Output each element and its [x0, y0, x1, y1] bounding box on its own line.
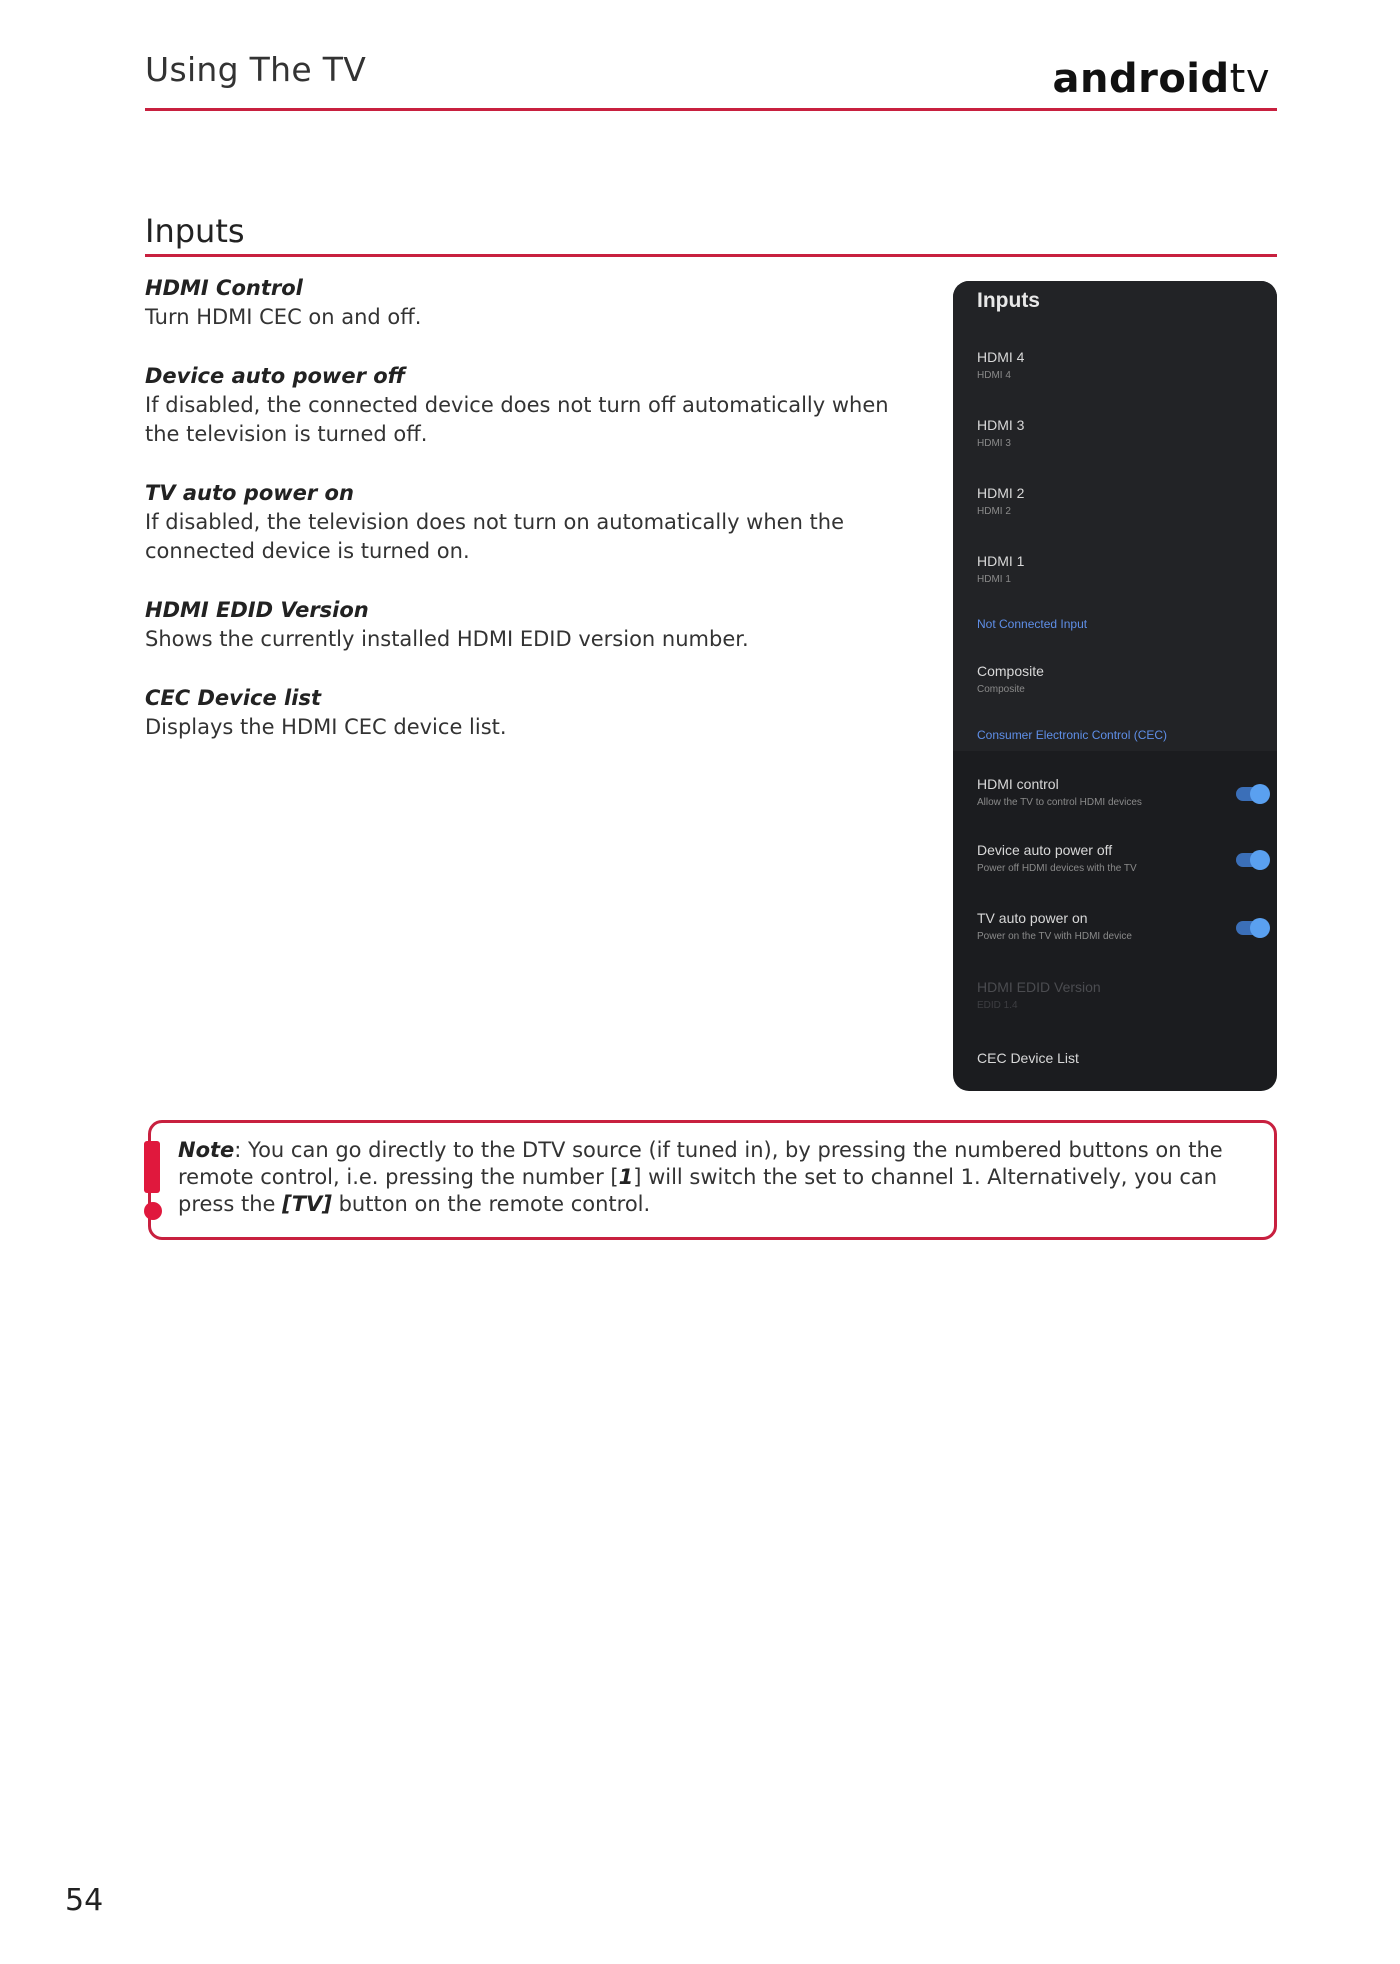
note-text — [178, 1137, 1263, 1218]
tv-cec-subtitle: Power off HDMI devices with the TV — [977, 863, 1137, 874]
tv-cec-device-auto-power-off[interactable] — [977, 841, 1137, 876]
note-text-part-3: button on the remote control. — [331, 1192, 651, 1216]
tv-input-hdmi-2[interactable] — [977, 484, 1024, 519]
exclamation-bar — [144, 1141, 160, 1193]
definition-description: If disabled, the television does not turn on automatically when the connected device is turned on. — [145, 510, 845, 563]
tv-cec-title: TV auto power on — [977, 910, 1088, 926]
tv-section-cec: Consumer Electronic Control (CEC) — [977, 728, 1168, 742]
tv-section-not-connected: Not Connected Input — [977, 617, 1088, 631]
brand-main: android — [1052, 56, 1230, 102]
definition-description: Turn HDMI CEC on and off. — [145, 305, 422, 329]
tv-edid-title: HDMI EDID Version — [977, 979, 1101, 995]
tv-inputs-screenshot — [953, 281, 1277, 1091]
definition-item — [145, 596, 925, 654]
note-label: Note — [178, 1138, 235, 1162]
definition-term: HDMI EDID Version — [145, 598, 369, 622]
definition-description: Displays the HDMI CEC device list. — [145, 715, 507, 739]
section-title: Inputs — [145, 212, 245, 250]
tv-input-subtitle: Composite — [977, 684, 1025, 695]
tv-input-title: Composite — [977, 663, 1044, 679]
android-tv-logo — [1052, 56, 1270, 102]
tv-input-hdmi-1[interactable] — [977, 552, 1024, 587]
toggle-knob — [1250, 784, 1270, 804]
definition-term: CEC Device list — [145, 686, 321, 710]
brand-suffix: tv — [1229, 56, 1270, 102]
definition-item — [145, 274, 925, 332]
tv-cec-subtitle: Power on the TV with HDMI device — [977, 931, 1132, 942]
note-text-part-2: ] will switch the set to channel 1. Alternatively, you can press the — [178, 1165, 1218, 1216]
note-key-tv: [TV] — [282, 1192, 332, 1216]
section-rule — [145, 254, 1277, 257]
note-text-part-1: : You can go directly to the DTV source (if tuned in), by pressing the numbered buttons on the remote control, i.e. pressing the number [ — [178, 1138, 1223, 1189]
tv-edid-subtitle: EDID 1.4 — [977, 1000, 1018, 1011]
device-auto-power-off-toggle[interactable] — [1236, 853, 1268, 867]
tv-input-subtitle: HDMI 2 — [977, 506, 1011, 517]
definition-item — [145, 362, 925, 449]
definition-term: TV auto power on — [145, 481, 354, 505]
definition-description: If disabled, the connected device does not turn off automatically when the television is turned off. — [145, 393, 889, 446]
tv-input-title: HDMI 2 — [977, 485, 1025, 501]
tv-input-subtitle: HDMI 3 — [977, 438, 1011, 449]
definition-term: Device auto power off — [145, 364, 406, 388]
toggle-knob — [1250, 850, 1270, 870]
definition-item — [145, 479, 925, 566]
tv-auto-power-on-toggle[interactable] — [1236, 921, 1268, 935]
tv-cec-hdmi-control[interactable] — [977, 775, 1142, 810]
definition-list — [145, 274, 925, 772]
tv-input-subtitle: HDMI 4 — [977, 370, 1011, 381]
toggle-knob — [1250, 918, 1270, 938]
tv-input-title: HDMI 4 — [977, 349, 1025, 365]
tv-input-composite[interactable] — [977, 662, 1044, 697]
tv-cec-title: Device auto power off — [977, 842, 1113, 858]
definition-term: HDMI Control — [145, 276, 303, 300]
definition-item — [145, 684, 925, 742]
tv-cec-tv-auto-power-on[interactable] — [977, 909, 1132, 944]
tv-cec-title: HDMI control — [977, 776, 1059, 792]
tv-cec-device-list-title: CEC Device List — [977, 1050, 1079, 1066]
tv-menu-title: Inputs — [977, 289, 1040, 312]
page-number: 54 — [65, 1883, 104, 1918]
page-header-title: Using The TV — [145, 50, 367, 89]
definition-description: Shows the currently installed HDMI EDID version number. — [145, 627, 749, 651]
tv-input-title: HDMI 3 — [977, 417, 1025, 433]
note-key-1: 1 — [618, 1165, 634, 1189]
tv-cec-subtitle: Allow the TV to control HDMI devices — [977, 797, 1142, 808]
header-rule — [145, 108, 1277, 111]
tv-cec-device-list[interactable] — [977, 1049, 1079, 1067]
tv-hdmi-edid-version — [977, 978, 1101, 1013]
tv-input-subtitle: HDMI 1 — [977, 574, 1011, 585]
tv-input-hdmi-3[interactable] — [977, 416, 1024, 451]
exclamation-dot — [144, 1202, 162, 1220]
hdmi-control-toggle[interactable] — [1236, 787, 1268, 801]
tv-input-title: HDMI 1 — [977, 553, 1025, 569]
tv-input-hdmi-4[interactable] — [977, 348, 1024, 383]
